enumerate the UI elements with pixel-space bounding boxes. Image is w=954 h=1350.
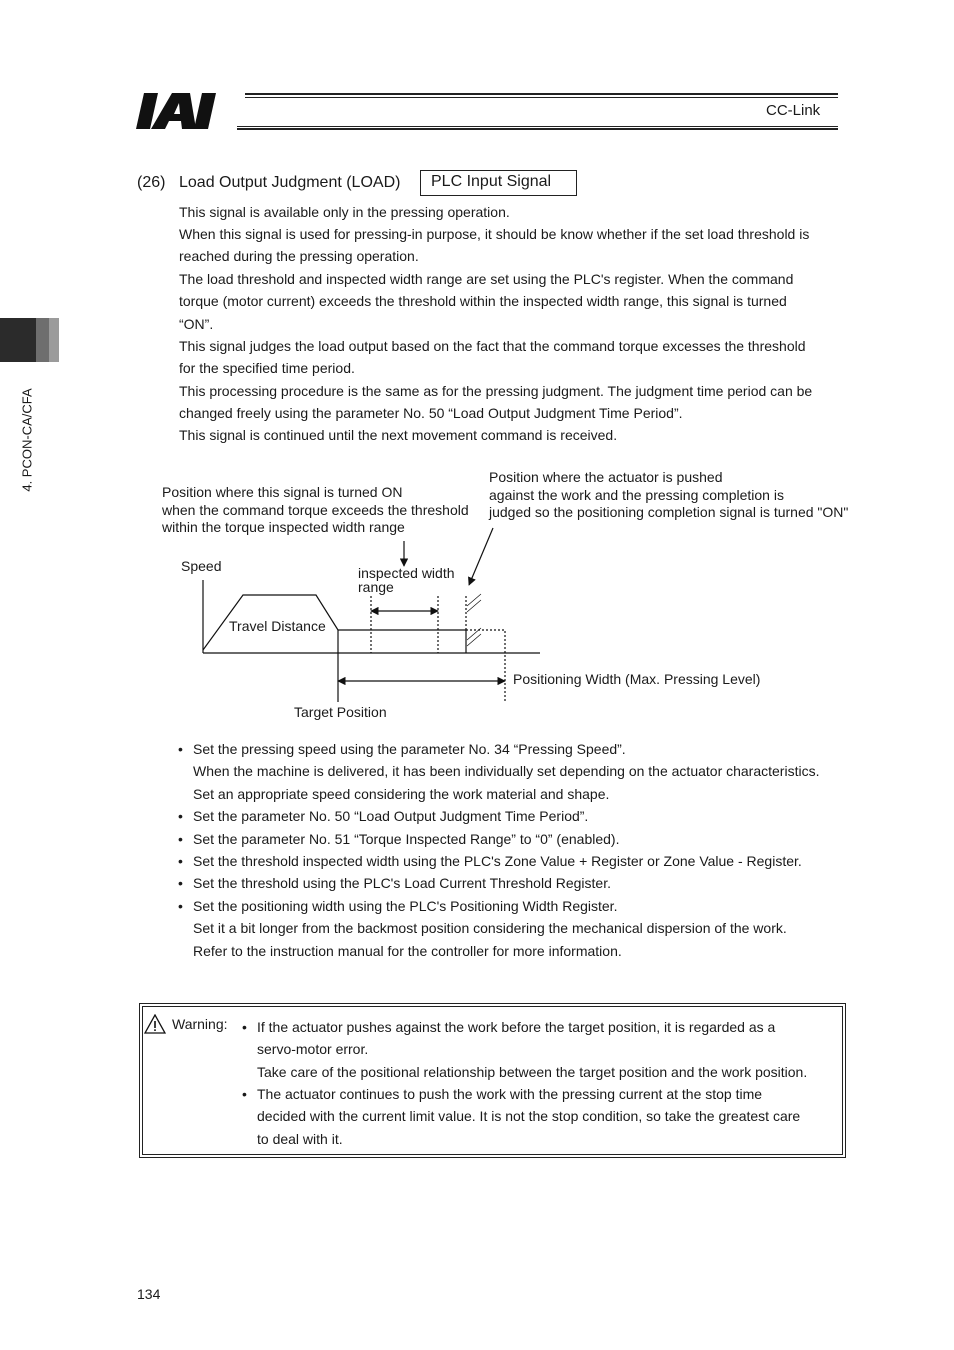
callout-signal-on — [162, 484, 469, 537]
callout-line: when the command torque exceeds the threshold — [162, 501, 469, 518]
bullet-dot: • — [178, 808, 183, 824]
header-section-label: CC-Link — [766, 102, 821, 119]
bullet-line: Set the pressing speed using the parameter No. 34 “Pressing Speed”. — [193, 741, 626, 757]
bullet-dot: • — [242, 1019, 247, 1035]
bullet-dot: • — [242, 1086, 247, 1102]
bullet-dot: • — [178, 741, 183, 757]
section-number: (26) — [137, 174, 166, 191]
warning-line: If the actuator pushes against the work before the target position, it is regarded as a — [257, 1019, 776, 1035]
warning-label: Warning: — [172, 1016, 228, 1032]
header-rule-bottom — [237, 126, 838, 127]
warning-line: Take care of the positional relationship between the target position and the work position. — [257, 1063, 808, 1080]
speed-axis-label: Speed — [181, 558, 222, 574]
positioning-width-label: Positioning Width (Max. Pressing Level) — [513, 671, 761, 687]
bullet-dot: • — [178, 831, 183, 847]
side-tab-dark — [0, 318, 36, 362]
callout-pressing-complete — [489, 469, 848, 522]
bullet-line: Set the parameter No. 51 “Torque Inspected Range” to “0” (enabled). — [193, 831, 620, 847]
positioning-width-marker — [466, 630, 505, 702]
paragraph-line: When this signal is used for pressing-in purpose, it should be know whether if the set load threshold is — [179, 226, 810, 242]
callout-line: within the torque inspected width range — [162, 519, 405, 535]
callout-line: against the work and the pressing completion is — [489, 486, 784, 503]
bullet-line: Set an appropriate speed considering the work material and shape. — [193, 785, 610, 802]
paragraph-line: This processing procedure is the same as for the pressing judgment. The judgment time period can be — [179, 383, 813, 399]
header-rule-top — [245, 93, 838, 95]
warning-line: decided with the current limit value. It is not the stop condition, so take the greatest care — [257, 1108, 801, 1125]
bullet-line: When the machine is delivered, it has been individually set depending on the actuator characteristics. — [193, 763, 820, 780]
paragraph-line: “ON”. — [179, 316, 214, 332]
warning-line: to deal with it. — [257, 1130, 343, 1147]
bullet-line: Set the threshold using the PLC's Load Current Threshold Register. — [193, 875, 611, 891]
completion-pointer — [469, 528, 493, 585]
paragraph-line: This signal is available only in the pressing operation. — [179, 204, 510, 220]
bullet-dot: • — [178, 875, 183, 891]
paragraph-line: The load threshold and inspected width range are set using the PLC's register. When the command — [179, 271, 794, 287]
inspected-width-line: range — [358, 579, 394, 595]
paragraph-line: reached during the pressing operation. — [179, 248, 419, 264]
header-rule-top-thin — [245, 97, 838, 98]
paragraph-line: torque (motor current) exceeds the threshold within the inspected width range, this signal is turned — [179, 293, 787, 309]
bullet-line: Set it a bit longer from the backmost position considering the mechanical dispersion of the work. — [193, 920, 787, 937]
chapter-label: 4. PCON-CA/CFA — [19, 388, 35, 492]
callout-line: judged so the positioning completion signal is turned "ON" — [489, 504, 849, 520]
bullet-line: Set the positioning width using the PLC's Positioning Width Register. — [193, 898, 618, 914]
section-title: Load Output Judgment (LOAD) — [179, 174, 401, 191]
bullet-line: Refer to the instruction manual for the controller for more information. — [193, 942, 622, 959]
side-tab-light — [49, 318, 59, 362]
callout-line: Position where the actuator is pushed — [489, 469, 723, 485]
inspected-width-label — [358, 566, 455, 594]
travel-distance-label: Travel Distance — [229, 618, 326, 634]
warning-line: The actuator continues to push the work with the pressing current at the stop time — [257, 1086, 763, 1102]
side-tab-mid — [36, 318, 49, 362]
page-number: 134 — [137, 1286, 161, 1302]
inspected-width-line: inspected width — [358, 565, 455, 581]
header-rule-bottom-thick — [237, 128, 838, 130]
iai-logo — [136, 90, 240, 132]
bullet-line: Set the parameter No. 50 “Load Output Judgment Time Period”. — [193, 808, 589, 824]
warning-triangle-icon — [144, 1014, 166, 1034]
bullet-dot: • — [178, 853, 183, 869]
callout-line: Position where this signal is turned ON — [162, 484, 403, 500]
paragraph-line: This signal judges the load output based on the fact that the command torque excesses the threshold — [179, 338, 806, 354]
signal-type-badge: PLC Input Signal — [420, 170, 577, 196]
warning-line: servo-motor error. — [257, 1041, 369, 1058]
bullet-line: Set the threshold inspected width using the PLC's Zone Value + Register or Zone Value - Register. — [193, 853, 802, 869]
paragraph-line: for the specified time period. — [179, 360, 355, 376]
target-position-label: Target Position — [294, 704, 387, 720]
bullet-dot: • — [178, 898, 183, 914]
paragraph-line: This signal is continued until the next movement command is received. — [179, 427, 618, 443]
paragraph-line: changed freely using the parameter No. 50 “Load Output Judgment Time Period”. — [179, 405, 683, 421]
